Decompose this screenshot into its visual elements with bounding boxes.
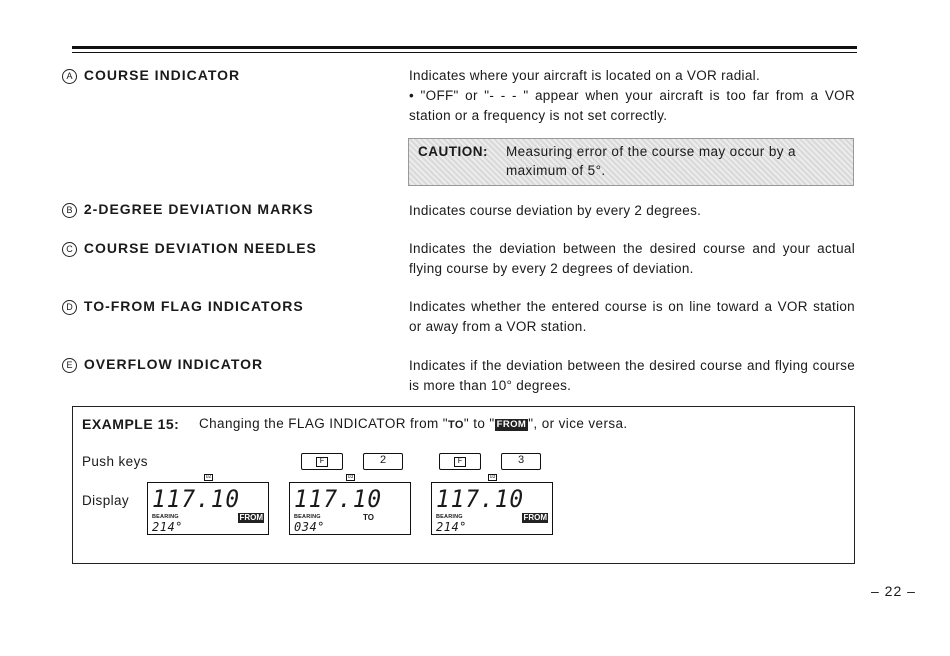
example-description: Changing the FLAG INDICATOR from "TO" to " FROM ", or vice versa. [199,416,628,431]
top-rule-thin [72,52,857,53]
course-readout: 214° [436,520,467,534]
term-label: OVERFLOW INDICATOR [83,356,264,372]
term-deviation-marks [62,201,314,218]
example-title: EXAMPLE 15: [82,416,180,432]
flag-indicator: TO [363,513,374,522]
course-readout: 214° [152,520,183,534]
key-label: F [316,457,328,467]
bearing-label: BEARING [436,514,463,520]
course-readout: 034° [294,520,325,534]
desc-deviation-marks: Indicates course deviation by every 2 degrees. [409,203,702,218]
caution-line-2: maximum of 5°. [506,163,606,178]
caution-box [408,138,854,186]
flag-indicator: FROM [239,513,263,522]
channel-indicator: 02 [205,474,212,480]
push-keys-label: Push keys [82,454,148,469]
bearing-label: BEARING [294,514,321,520]
key-2: 2 [363,453,403,470]
desc-overflow-indicator: Indicates if the deviation between the desired course and flying course is more than 10° degrees. [409,358,855,393]
caution-line-1: Measuring error of the course may occur by a [506,144,796,159]
term-deviation-needles [62,240,317,257]
bearing-label: BEARING [152,514,179,520]
term-label: 2-DEGREE DEVIATION MARKS [83,201,314,217]
desc-deviation-needles: Indicates the deviation between the desired course and your actual flying course by every 2 degrees of deviation. [409,241,855,276]
term-overflow-indicator [62,356,263,373]
display-label: Display [82,493,130,508]
to-word: TO [447,419,464,431]
channel-indicator: 03 [489,474,496,480]
frequency-readout: 117.10 [152,485,241,513]
term-to-from-flag [62,298,304,315]
frequency-readout: 117.10 [294,485,383,513]
lcd-display-3 [431,474,553,535]
term-label: TO-FROM FLAG INDICATORS [83,298,304,314]
example-box [72,406,855,564]
flag-indicator: FROM [523,513,547,522]
circled-letter-c: C [62,242,77,257]
circled-letter-b: B [62,203,77,218]
circled-letter-e: E [62,358,77,373]
frequency-readout: 117.10 [436,485,525,513]
channel-indicator: 03 [347,474,354,480]
term-course-indicator [62,67,240,84]
key-label: F [454,457,466,467]
caution-label: CAUTION: [418,144,488,159]
page-number: – 22 – [871,583,916,599]
key-f-2 [439,453,481,470]
circled-letter-a: A [62,69,77,84]
lcd-display-1 [147,474,269,535]
top-rule-thick [72,46,857,49]
from-badge: FROM [496,419,527,430]
bullet-note: • "OFF" or "- - - " appear when your aircraft is too far from a VOR station or a frequency is not set correctly. [409,88,855,123]
desc-to-from-flag: Indicates whether the entered course is on line toward a VOR station or away from a VOR station. [409,299,855,334]
term-label: COURSE DEVIATION NEEDLES [83,240,317,256]
key-3: 3 [501,453,541,470]
term-label: COURSE INDICATOR [83,67,241,83]
key-f-1 [301,453,343,470]
desc-course-indicator: Indicates where your aircraft is located on a VOR radial. [409,68,761,83]
lcd-display-2 [289,474,411,535]
circled-letter-d: D [62,300,77,315]
